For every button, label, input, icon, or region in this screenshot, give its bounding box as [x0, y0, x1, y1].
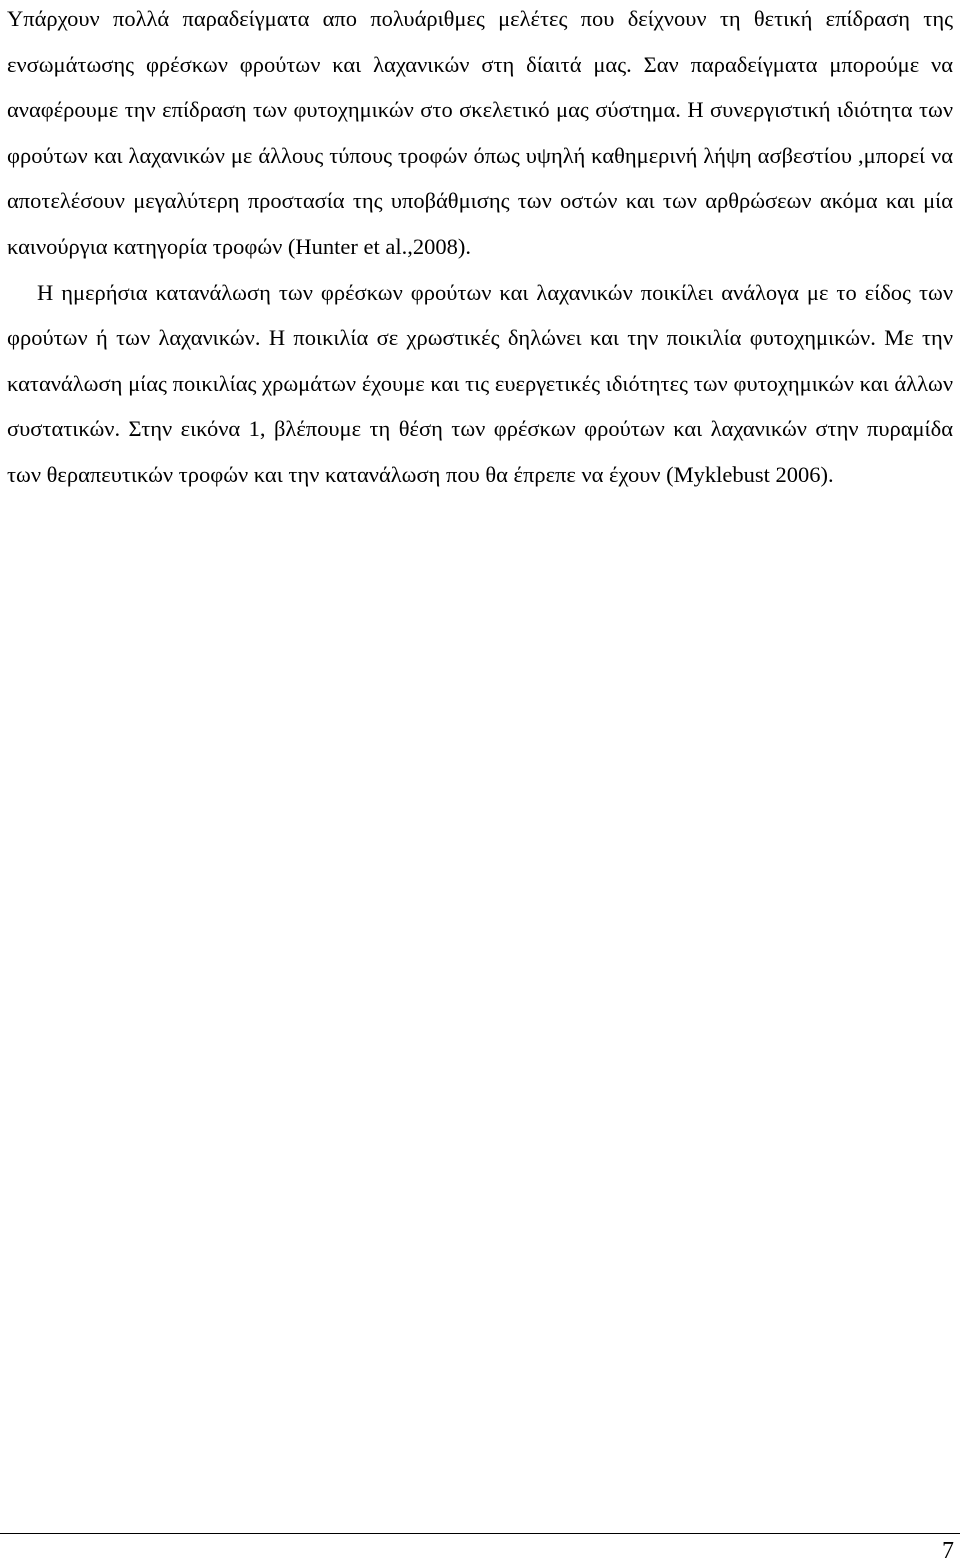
- footer-divider: [0, 1533, 960, 1534]
- paragraph-1: Υπάρχουν πολλά παραδείγματα απο πολυάριθμες μελέτες που δείχνουν τη θετική επίδραση της ενσωμάτωσης φρέσκων φρούτων και λαχανικών στη δίαιτά μας. Σαν παραδείγματα μπορούμε να αναφέρουμε την επίδραση των φυτοχημικών στο σκελετικό μας σύστημα. Η συνεργιστική ιδιότητα των φρούτων και λαχανικών με άλλους τύπους τροφών όπως υψηλή καθημερινή λήψη ασβεστίου ,μπορεί να αποτελέσουν μεγαλύτερη προστασία της υποβάθμισης των οστών και των αρθρώσεων ακόμα και μία καινούργια κατηγορία τροφών (Hunter et al.,2008).: [7, 6, 953, 259]
- page-number: 7: [942, 1538, 954, 1564]
- paragraph-2: Η ημερήσια κατανάλωση των φρέσκων φρούτων και λαχανικών ποικίλει ανάλογα με το είδος των φρούτων ή των λαχανικών. Η ποικιλία σε χρωστικές δηλώνει και την ποικιλία φυτοχημικών. Με την κατανάλωση μίας ποικιλίας χρωμάτων έχουμε και τις ευεργετικές ιδιότητες των φυτοχημικών και άλλων συστατικών. Στην εικόνα 1, βλέπουμε τη θέση των φρέσκων φρούτων και λαχανικών στην πυραμίδα των θεραπευτικών τροφών και την κατανάλωση που θα έπρεπε να έχουν (Myklebust 2006).: [7, 279, 953, 487]
- body-text: [7, 0, 953, 498]
